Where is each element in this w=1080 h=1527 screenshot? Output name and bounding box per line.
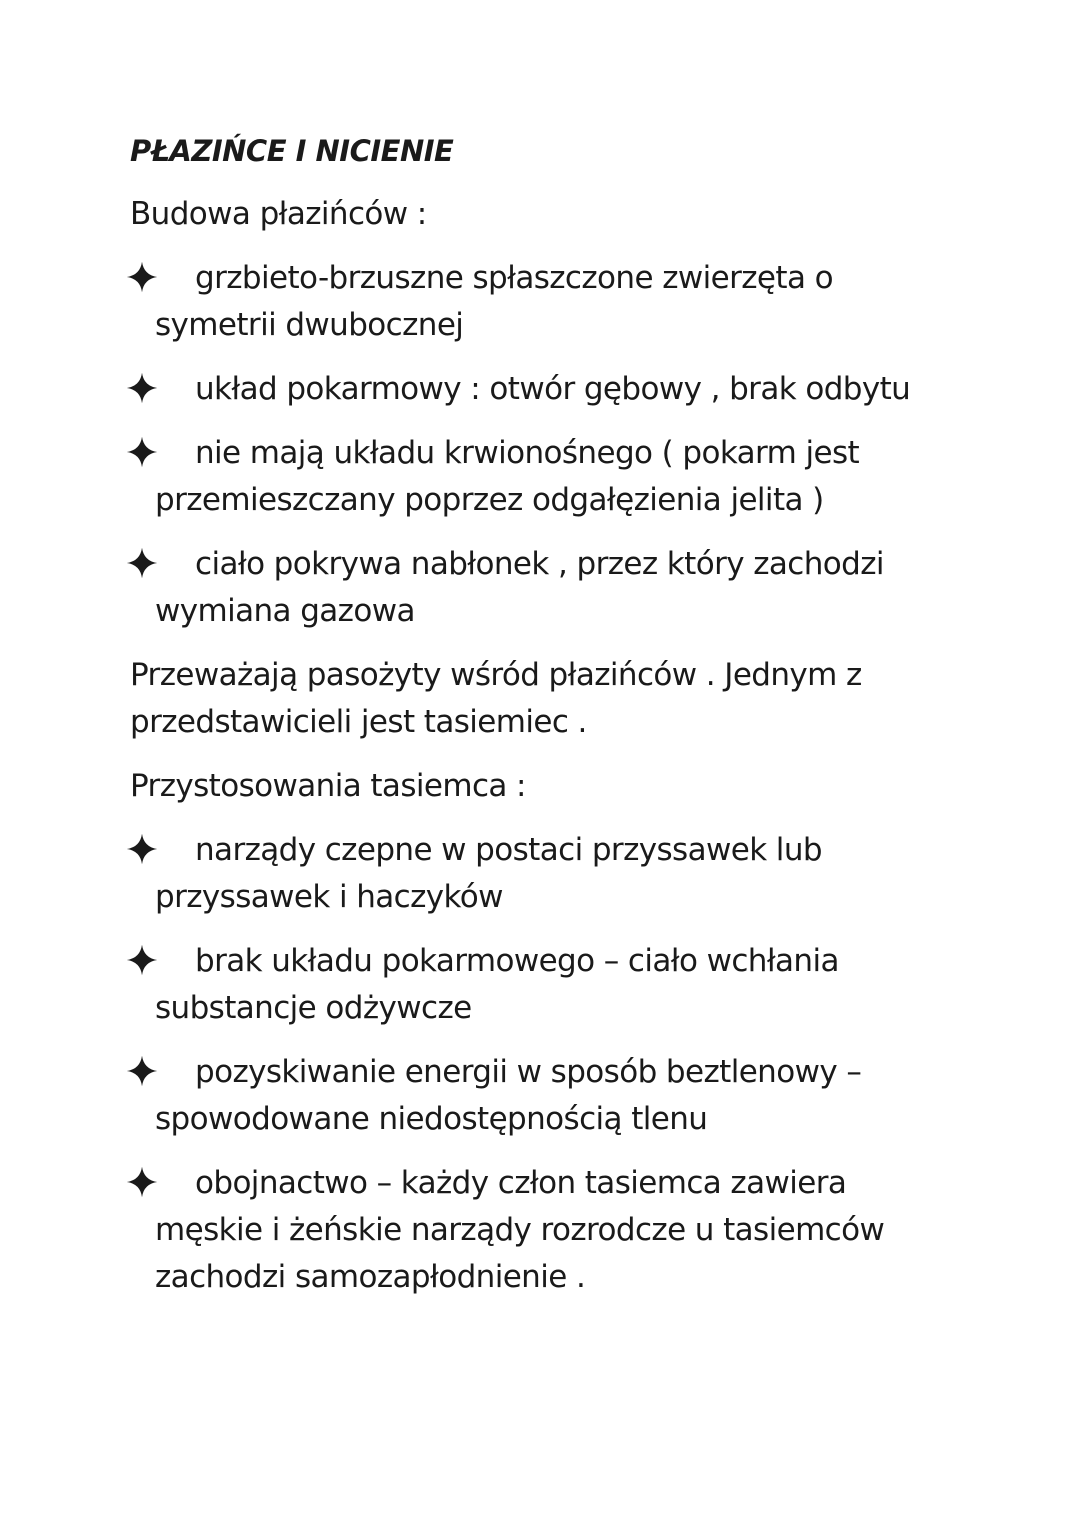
list-item	[130, 1049, 960, 1143]
page-title: PŁAZIŃCE I NICIENIE	[130, 134, 454, 168]
list-item	[130, 255, 960, 349]
list-item-text: układ pokarmowy : otwór gębowy , brak odbytu	[195, 371, 911, 407]
list-item-text: brak układu pokarmowego – ciało wchłania substancje odżywcze	[155, 943, 839, 1026]
four-point-star-icon	[123, 369, 161, 407]
list-item-text: ciało pokrywa nabłonek , przez który zachodzi wymiana gazowa	[155, 546, 884, 629]
list-item-text: narządy czepne w postaci przyssawek lub przyssawek i haczyków	[155, 832, 822, 915]
list-item	[130, 366, 960, 413]
bullet-list-budowa	[130, 255, 960, 635]
list-item	[130, 541, 960, 635]
list-item-text: pozyskiwanie energii w sposób beztlenowy – spowodowane niedostępnością tlenu	[155, 1054, 862, 1137]
bullet-list-przystosowania	[130, 827, 960, 1301]
four-point-star-icon	[123, 1052, 161, 1090]
four-point-star-icon	[123, 433, 161, 471]
list-item	[130, 1160, 960, 1301]
four-point-star-icon	[123, 544, 161, 582]
body-paragraph: Przeważają pasożyty wśród płazińców . Jednym z przedstawicieli jest tasiemiec .	[130, 657, 862, 740]
section-heading-budowa: Budowa płazińców :	[130, 196, 427, 232]
four-point-star-icon	[123, 830, 161, 868]
four-point-star-icon	[123, 258, 161, 296]
section-heading-przystosowania: Przystosowania tasiemca :	[130, 768, 526, 804]
list-item-text: obojnactwo – każdy człon tasiemca zawiera męskie i żeńskie narządy rozrodcze u tasiemców zachodzi samozapłodnienie .	[155, 1165, 885, 1295]
list-item	[130, 430, 960, 524]
list-item	[130, 938, 960, 1032]
document-page	[130, 128, 960, 1318]
four-point-star-icon	[123, 1163, 161, 1201]
list-item-text: grzbieto-brzuszne spłaszczone zwierzęta o symetrii dwubocznej	[155, 260, 833, 343]
list-item	[130, 827, 960, 921]
four-point-star-icon	[123, 941, 161, 979]
list-item-text: nie mają układu krwionośnego ( pokarm jest przemieszczany poprzez odgałęzienia jelita )	[155, 435, 860, 518]
